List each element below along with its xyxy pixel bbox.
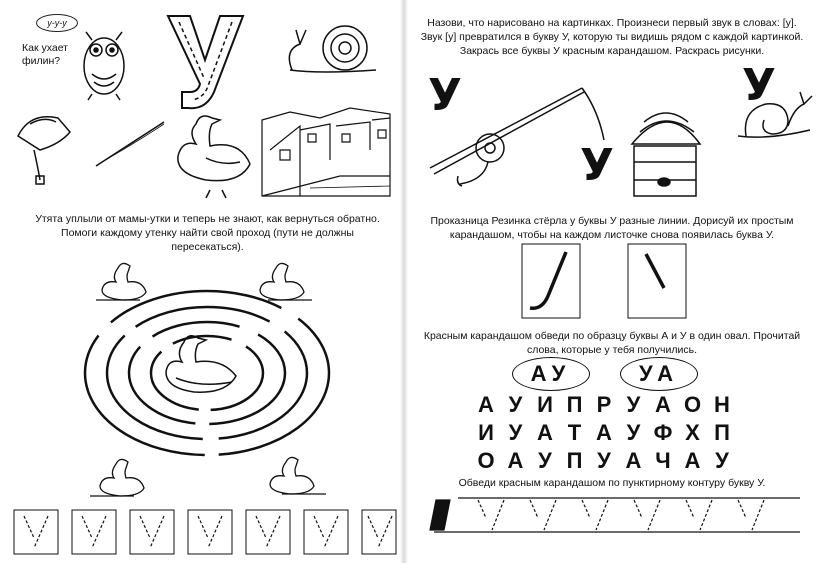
trace-letter-line: [430, 498, 800, 532]
duckling-top-right-icon: [260, 263, 312, 300]
letter-cell: О: [477, 448, 495, 473]
letter-cell: Ф: [653, 420, 673, 445]
beehive-icon: [632, 113, 700, 196]
letter-cell: Р: [596, 392, 612, 417]
maze-rings: [85, 291, 329, 455]
left-page: [0, 0, 400, 563]
iron-icon: [18, 117, 70, 184]
tracing-boxes-row: [14, 510, 396, 554]
letter-cell: У: [597, 448, 611, 473]
right-page: [408, 0, 816, 563]
duckling-bottom-left-icon: [90, 459, 144, 496]
letter-cell: У: [508, 420, 523, 445]
letter-cell: А: [478, 392, 494, 417]
erased-letter-frames: [522, 244, 686, 318]
letter-row-3: [474, 448, 734, 474]
letter-cell: П: [566, 392, 583, 417]
duck-icon: [178, 116, 250, 198]
letter-cell: У: [626, 392, 641, 417]
letter-cell: Н: [714, 392, 730, 417]
duckling-bottom-right-icon: [270, 457, 326, 494]
snail-icon: [289, 26, 376, 72]
letter-cell: Т: [567, 420, 582, 445]
read-task-text: Красным карандашом обведи по образцу буквы А и У в один овал. Прочитай слова, которые у тебя получились.: [423, 330, 801, 356]
duckling-top-left-icon: [96, 263, 146, 300]
owl-question: Как ухает филин?: [22, 42, 68, 67]
letter-cell: А: [596, 420, 612, 445]
owl-icon: [84, 32, 124, 100]
fishing-rod-icon: [96, 122, 164, 166]
letter-u-2: У: [580, 140, 614, 191]
letter-cell: А: [655, 392, 671, 417]
letter-row-2: [474, 420, 734, 446]
street-scene-icon: [262, 108, 390, 196]
letter-cell: У: [508, 392, 523, 417]
sample-word-oval-1: АУ: [512, 357, 590, 391]
letter-u-3: У: [742, 60, 776, 111]
letter-cell: И: [478, 420, 494, 445]
letter-cell: Х: [685, 420, 700, 445]
letter-cell: А: [684, 448, 701, 473]
letter-row-1: [474, 392, 734, 418]
sample-word-oval-2: УА: [620, 357, 698, 391]
letter-cell: Ч: [655, 448, 671, 473]
letter-cell: А: [625, 448, 642, 473]
letter-u-1: У: [428, 70, 462, 121]
big-letter-u-outline: [168, 16, 243, 108]
page-gutter: [400, 0, 408, 563]
letter-cell: А: [537, 420, 553, 445]
mother-duck-icon: [166, 336, 236, 392]
letter-cell: У: [715, 448, 729, 473]
trace-task-text: Обведи красным карандашом по пунктирному контуру букву У.: [458, 477, 766, 489]
letter-cell: И: [537, 392, 553, 417]
letter-cell: А: [507, 448, 524, 473]
letter-cell: У: [538, 448, 552, 473]
letter-cell: П: [566, 448, 583, 473]
left-page-drawings: [0, 0, 400, 563]
intro-task-text: Назови, что нарисовано на картинках. Произнеси первый звук в словах: [у]. Звук [у] превратился в букву У, которую ты видишь рядом с каждой картинкой. Закрась все буквы У красным карандашом. Раскрась рисунки.: [420, 17, 804, 57]
letter-cell: У: [626, 420, 641, 445]
ducklings-task-text: Утята уплыли от мамы-утки и теперь не знают, как вернуться обратно. Помоги каждому утенку найти свой проход (пути не должны пересекаться).: [35, 213, 380, 253]
owl-speech-bubble: у-у-у: [36, 14, 78, 32]
letter-cell: О: [683, 392, 702, 417]
draw-task-text: Проказница Резинка стёрла у буквы У разные линии. Дорисуй их простым карандашом, чтобы на каждом листочке снова появилась буква У.: [430, 215, 794, 241]
letter-cell: П: [714, 420, 730, 445]
